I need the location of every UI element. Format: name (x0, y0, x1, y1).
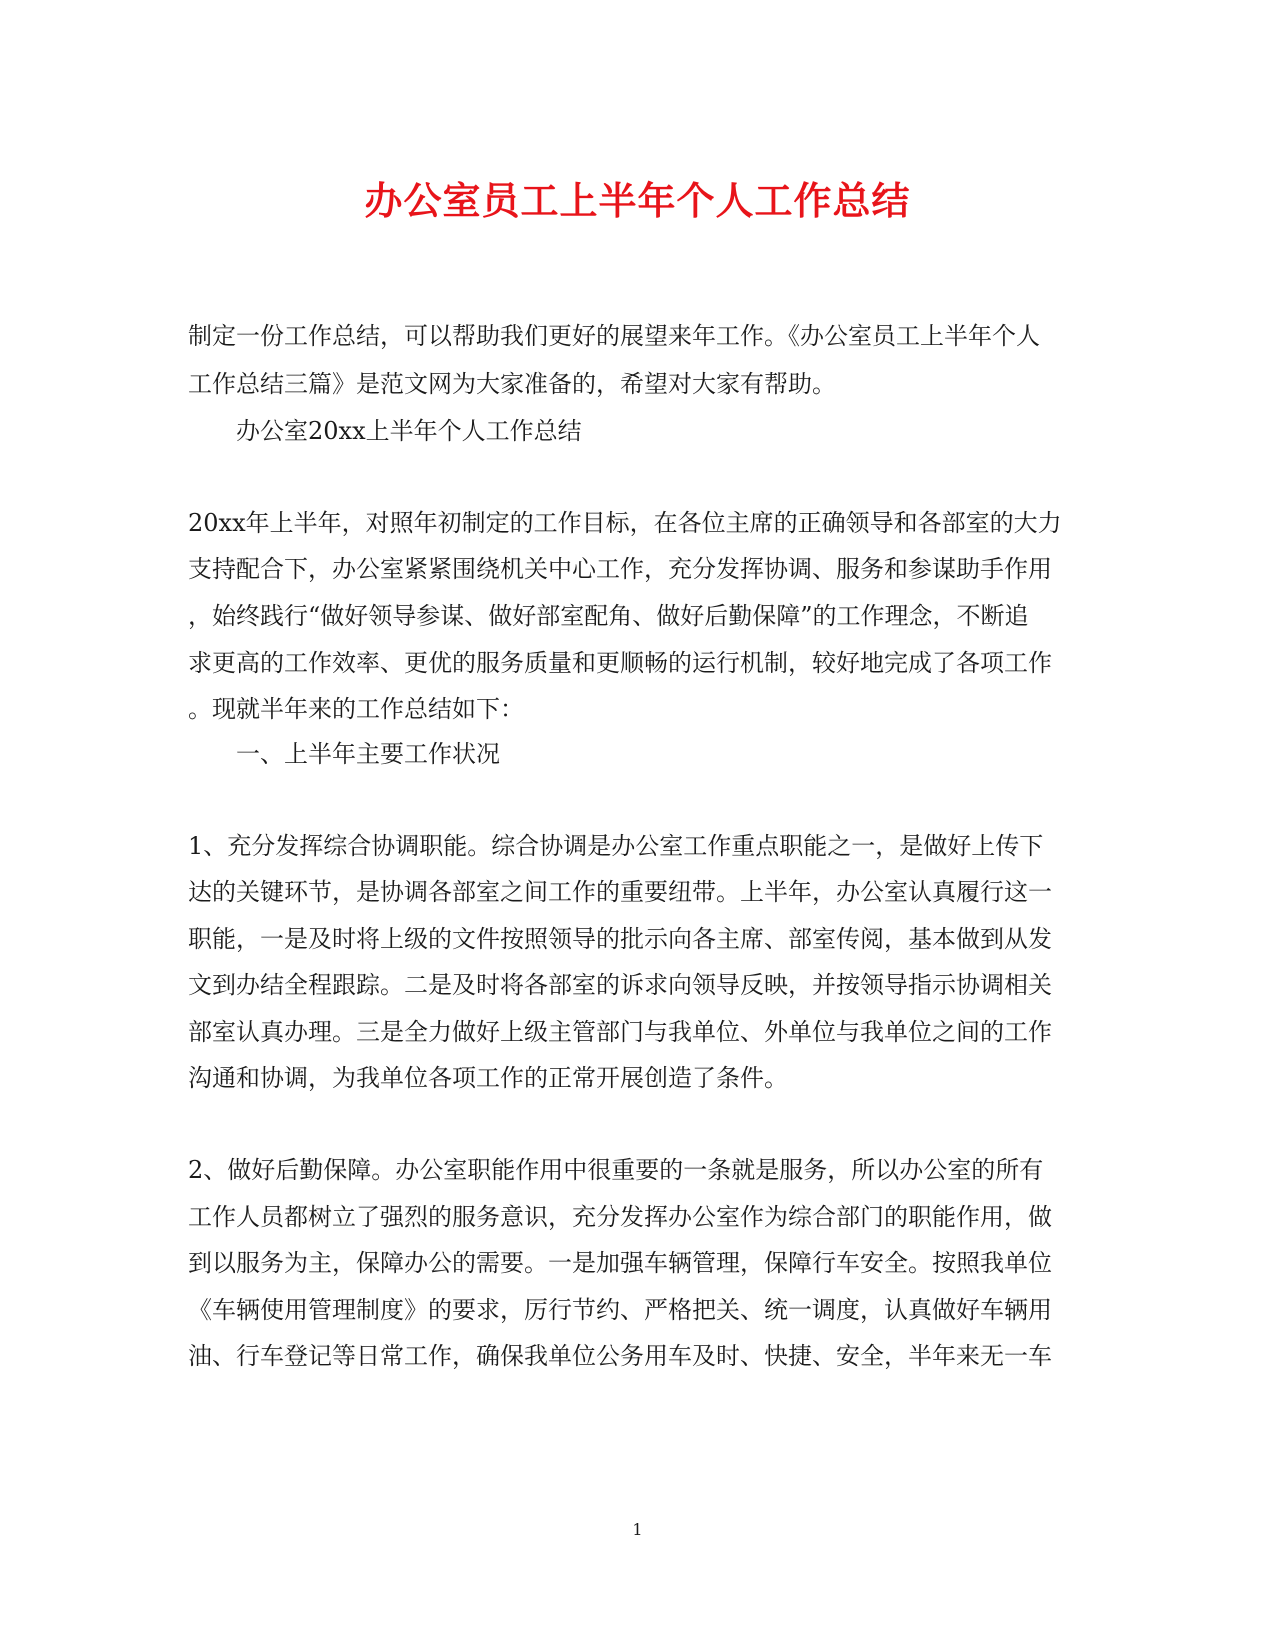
paragraph-line: 求更高的工作效率、更优的服务质量和更顺畅的运行机制，较好地完成了各项工作 (188, 649, 1052, 677)
paragraph-line: 油、行车登记等日常工作，确保我单位公务用车及时、快捷、安全，半年来无一车 (188, 1342, 1052, 1370)
paragraph-line: 《车辆使用管理制度》的要求，厉行节约、严格把关、统一调度，认真做好车辆用 (188, 1296, 1052, 1324)
paragraph-line: 职能，一是及时将上级的文件按照领导的批示向各主席、部室传阅，基本做到从发 (188, 925, 1052, 953)
paragraph-line: 20xx年上半年，对照年初制定的工作目标，在各位主席的正确领导和各部室的大力 (188, 509, 1062, 537)
intro-line: 制定一份工作总结，可以帮助我们更好的展望来年工作。《办公室员工上半年个人 (188, 322, 1040, 350)
paragraph-line: 达的关键环节，是协调各部室之间工作的重要纽带。上半年，办公室认真履行这一 (188, 878, 1052, 906)
paragraph-line: 。现就半年来的工作总结如下： (188, 695, 524, 723)
paragraph-line: 到以服务为主，保障办公的需要。一是加强车辆管理，保障行车安全。按照我单位 (188, 1249, 1052, 1277)
paragraph-line: 工作人员都树立了强烈的服务意识，充分发挥办公室作为综合部门的职能作用，做 (188, 1203, 1052, 1231)
section-heading: 一、上半年主要工作状况 (236, 740, 500, 768)
paragraph-line: 沟通和协调，为我单位各项工作的正常开展创造了条件。 (188, 1064, 788, 1092)
page-number: 1 (632, 1520, 643, 1539)
paragraph-line: 部室认真办理。三是全力做好上级主管部门与我单位、外单位与我单位之间的工作 (188, 1018, 1052, 1046)
paragraph-line: 支持配合下，办公室紧紧围绕机关中心工作，充分发挥协调、服务和参谋助手作用 (188, 555, 1052, 583)
subtitle: 办公室20xx上半年个人工作总结 (236, 417, 582, 445)
paragraph-line: 1、充分发挥综合协调职能。综合协调是办公室工作重点职能之一，是做好上传下 (188, 832, 1044, 860)
paragraph-line: ，始终践行“做好领导参谋、做好部室配角、做好后勤保障”的工作理念，不断追 (188, 602, 1029, 630)
paragraph-line: 2、做好后勤保障。办公室职能作用中很重要的一条就是服务，所以办公室的所有 (188, 1156, 1044, 1184)
intro-line: 工作总结三篇》是范文网为大家准备的，希望对大家有帮助。 (188, 370, 836, 398)
paragraph-line: 文到办结全程跟踪。二是及时将各部室的诉求向领导反映，并按领导指示协调相关 (188, 971, 1052, 999)
document-title: 办公室员工上半年个人工作总结 (364, 178, 911, 223)
